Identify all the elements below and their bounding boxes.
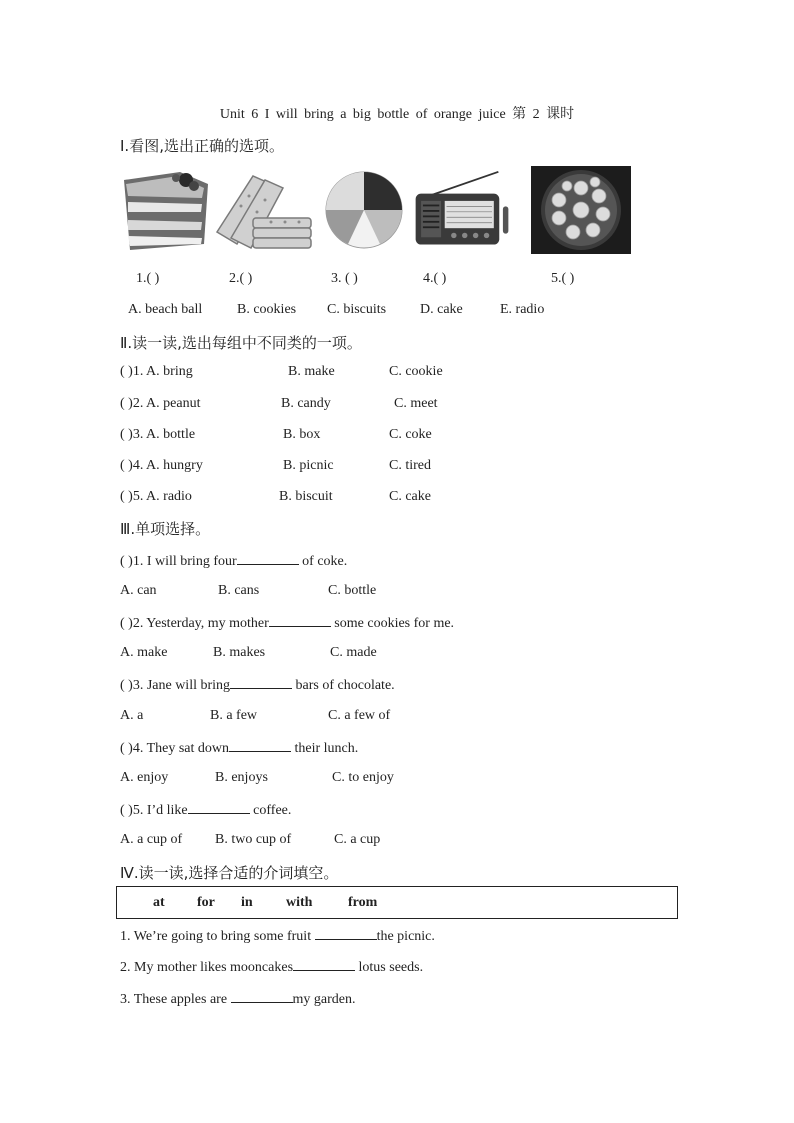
- s2-q2: ( )2. A. peanut: [120, 396, 201, 411]
- s3-q5-b: B. two cup of: [215, 832, 292, 847]
- s3-q3-a: A. a: [120, 708, 144, 723]
- s3-q4: ( )4. They sat down their lunch.: [120, 741, 359, 756]
- option-c: C. biscuits: [327, 302, 387, 317]
- section-4-heading: Ⅳ.读一读,选择合适的介词填空。: [120, 864, 339, 882]
- answer-bracket-4[interactable]: 4.( ): [423, 271, 447, 286]
- cookies-picture: [213, 166, 313, 254]
- radio-picture: [412, 166, 512, 254]
- s2-q4: ( )4. A. hungry: [120, 458, 203, 473]
- word-bank: [116, 886, 678, 919]
- s2-q3: ( )3. A. bottle: [120, 427, 196, 442]
- s3-q2-a: A. make: [120, 645, 168, 660]
- s3-q1-a: A. can: [120, 583, 157, 598]
- fill-blank[interactable]: [230, 676, 292, 689]
- s2-q4-b: B. picnic: [283, 458, 334, 473]
- s2-q5-b: B. biscuit: [279, 489, 333, 504]
- option-a: A. beach ball: [128, 302, 203, 317]
- biscuits-picture: [531, 166, 631, 254]
- s3-q1: ( )1. I will bring four of coke.: [120, 554, 348, 569]
- word-with: with: [286, 895, 313, 910]
- s2-q5: ( )5. A. radio: [120, 489, 192, 504]
- s2-q1-c: C. cookie: [389, 364, 443, 379]
- fill-blank[interactable]: [293, 958, 355, 971]
- s3-q4-a: A. enjoy: [120, 770, 169, 785]
- s3-q3-b: B. a few: [210, 708, 258, 723]
- word-at: at: [153, 895, 165, 910]
- word-in: in: [241, 895, 253, 910]
- word-from: from: [348, 895, 378, 910]
- beach-ball-picture: [320, 166, 420, 254]
- worksheet-title: Unit 6 I will bring a big bottle of orange juice 第 2 课时: [219, 107, 575, 122]
- s3-q5: ( )5. I’d like coffee.: [120, 803, 292, 818]
- s3-q2-c: C. made: [330, 645, 377, 660]
- s3-q2: ( )2. Yesterday, my mother some cookies for me.: [120, 616, 455, 631]
- s3-q1-c: C. bottle: [328, 583, 377, 598]
- s2-q5-c: C. cake: [389, 489, 431, 504]
- fill-blank[interactable]: [229, 739, 291, 752]
- s3-q3-c: C. a few of: [328, 708, 391, 723]
- s3-q3: ( )3. Jane will bring bars of chocolate.: [120, 678, 395, 693]
- option-d: D. cake: [420, 302, 463, 317]
- s3-q4-c: C. to enjoy: [332, 770, 394, 785]
- answer-bracket-3[interactable]: 3. ( ): [331, 271, 358, 286]
- section-1-heading: Ⅰ.看图,选出正确的选项。: [120, 137, 284, 155]
- fill-blank[interactable]: [269, 614, 331, 627]
- s4-q3: 3. These apples are my garden.: [120, 992, 356, 1007]
- cake-picture: [120, 166, 220, 254]
- fill-blank[interactable]: [315, 927, 377, 940]
- s3-q1-b: B. cans: [218, 583, 260, 598]
- s2-q2-b: B. candy: [281, 396, 331, 411]
- fill-blank[interactable]: [231, 990, 293, 1003]
- section-2-heading: Ⅱ.读一读,选出每组中不同类的一项。: [120, 334, 362, 352]
- section-3-heading: Ⅲ.单项选择。: [120, 520, 211, 538]
- s2-q2-c: C. meet: [394, 396, 438, 411]
- option-e: E. radio: [500, 302, 545, 317]
- fill-blank[interactable]: [188, 801, 250, 814]
- s4-q1: 1. We’re going to bring some fruit the picnic.: [120, 929, 435, 944]
- s3-q2-b: B. makes: [213, 645, 266, 660]
- s3-q5-a: A. a cup of: [120, 832, 183, 847]
- s2-q4-c: C. tired: [389, 458, 431, 473]
- option-b: B. cookies: [237, 302, 297, 317]
- s2-q3-c: C. coke: [389, 427, 432, 442]
- s3-q4-b: B. enjoys: [215, 770, 268, 785]
- answer-bracket-5[interactable]: 5.( ): [551, 271, 575, 286]
- s2-q1-b: B. make: [288, 364, 335, 379]
- s3-q5-c: C. a cup: [334, 832, 381, 847]
- answer-bracket-1[interactable]: 1.( ): [136, 271, 160, 286]
- fill-blank[interactable]: [237, 552, 299, 565]
- s4-q2: 2. My mother likes mooncakes lotus seeds.: [120, 960, 424, 975]
- word-for: for: [197, 895, 215, 910]
- answer-bracket-2[interactable]: 2.( ): [229, 271, 253, 286]
- s2-q3-b: B. box: [283, 427, 321, 442]
- s2-q1: ( )1. A. bring: [120, 364, 193, 379]
